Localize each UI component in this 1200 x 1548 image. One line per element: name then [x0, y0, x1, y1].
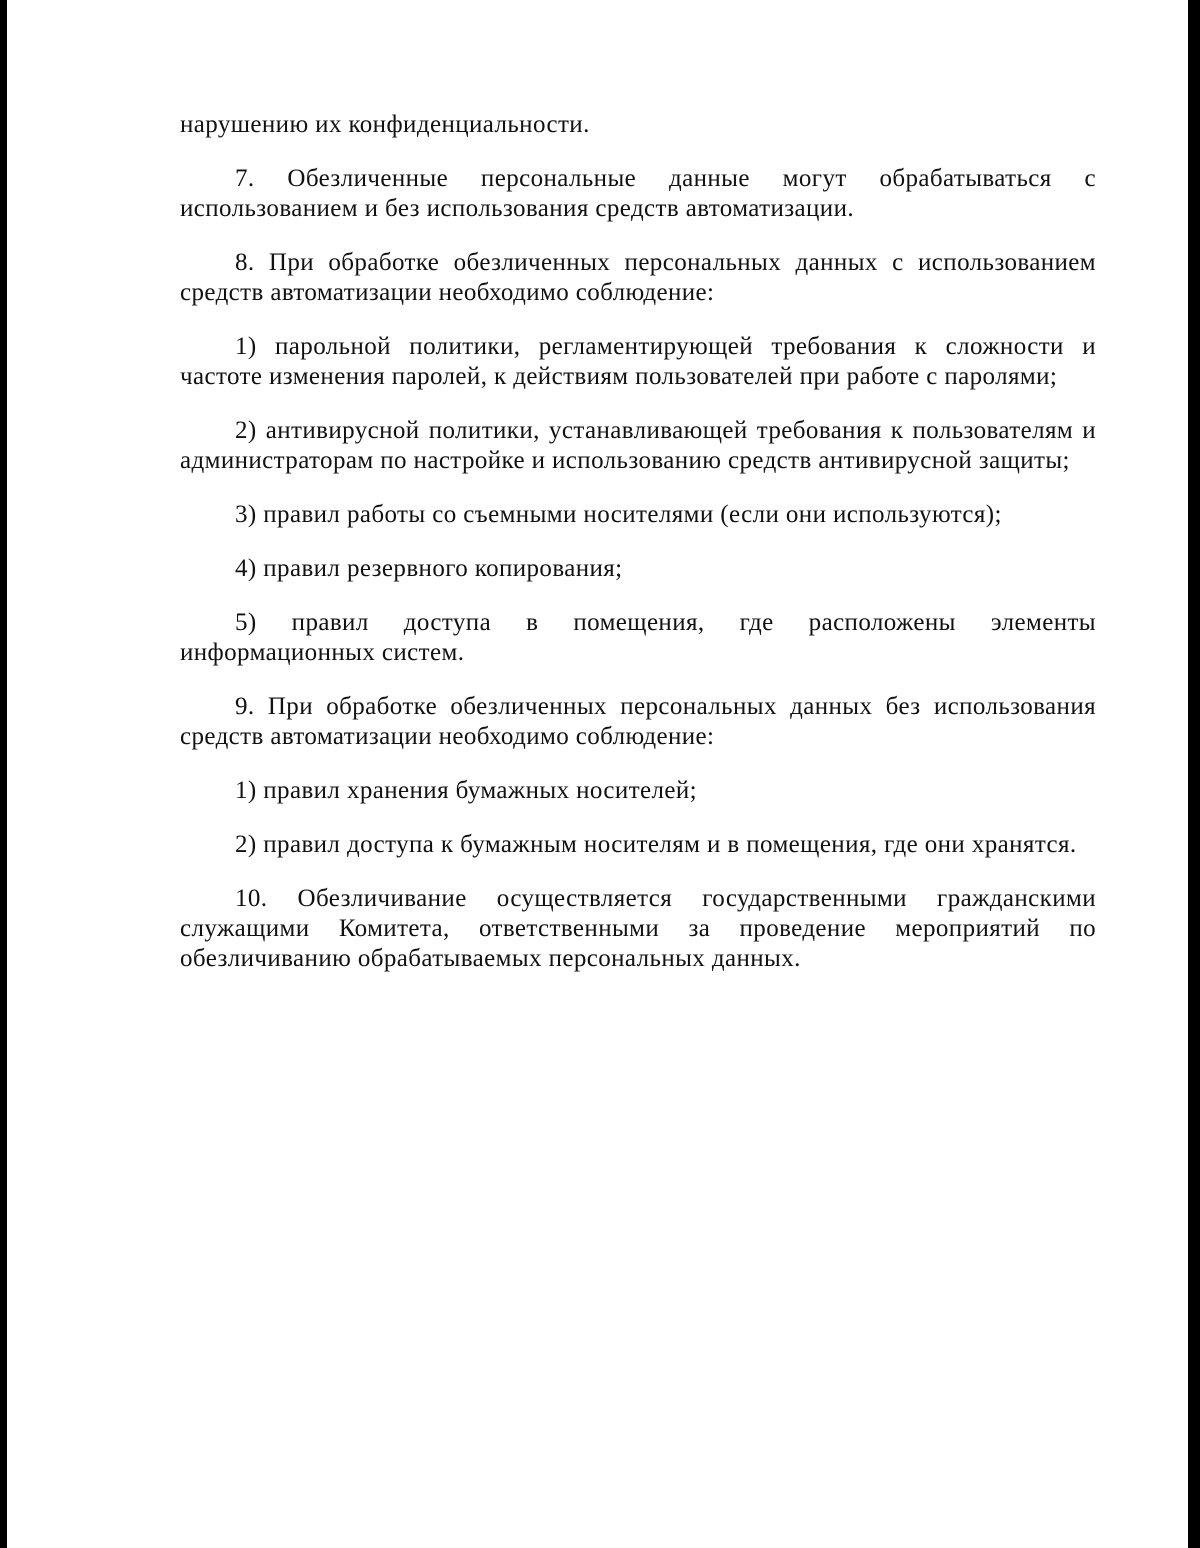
paragraph-item-9: 9. При обработке обезличенных персональных данных без использования средств автоматизации необходимо соблюдение: [180, 693, 1096, 750]
paragraph-continuation: нарушению их конфиденциальности. [180, 111, 590, 138]
paragraph-item-8-3: 3) правил работы со съемными носителями (если они используются); [235, 501, 1002, 528]
document-page [180, 110, 1096, 998]
paragraph-item-8-5: 5) правил доступа в помещения, где расположены элементы информационных систем. [180, 609, 1096, 666]
paragraph-item-8-2: 2) антивирусной политики, устанавливающей требования к пользователям и администраторам по настройке и использованию средств антивирусной защиты; [180, 417, 1096, 474]
paragraph-item-8: 8. При обработке обезличенных персональных данных с использованием средств автоматизации необходимо соблюдение: [180, 249, 1096, 306]
scan-border-left [0, 0, 7, 1548]
paragraph-item-9-2: 2) правил доступа к бумажным носителям и в помещения, где они хранятся. [235, 831, 1077, 858]
paragraph-item-8-1: 1) парольной политики, регламентирующей требования к сложности и частоте изменения паролей, к действиям пользователей при работе с паролями; [180, 333, 1096, 390]
paragraph-item-9-1: 1) правил хранения бумажных носителей; [235, 777, 698, 804]
paragraph-item-10: 10. Обезличивание осуществляется государственными гражданскими служащими Комитета, ответственными за проведение мероприятий по обезличиванию обрабатываемых персональных данных. [180, 885, 1096, 972]
paragraph-item-8-4: 4) правил резервного копирования; [235, 555, 623, 582]
paragraph-item-7: 7. Обезличенные персональные данные могут обрабатываться с использованием и без использования средств автоматизации. [180, 165, 1096, 222]
scan-border-right [1188, 0, 1200, 1548]
